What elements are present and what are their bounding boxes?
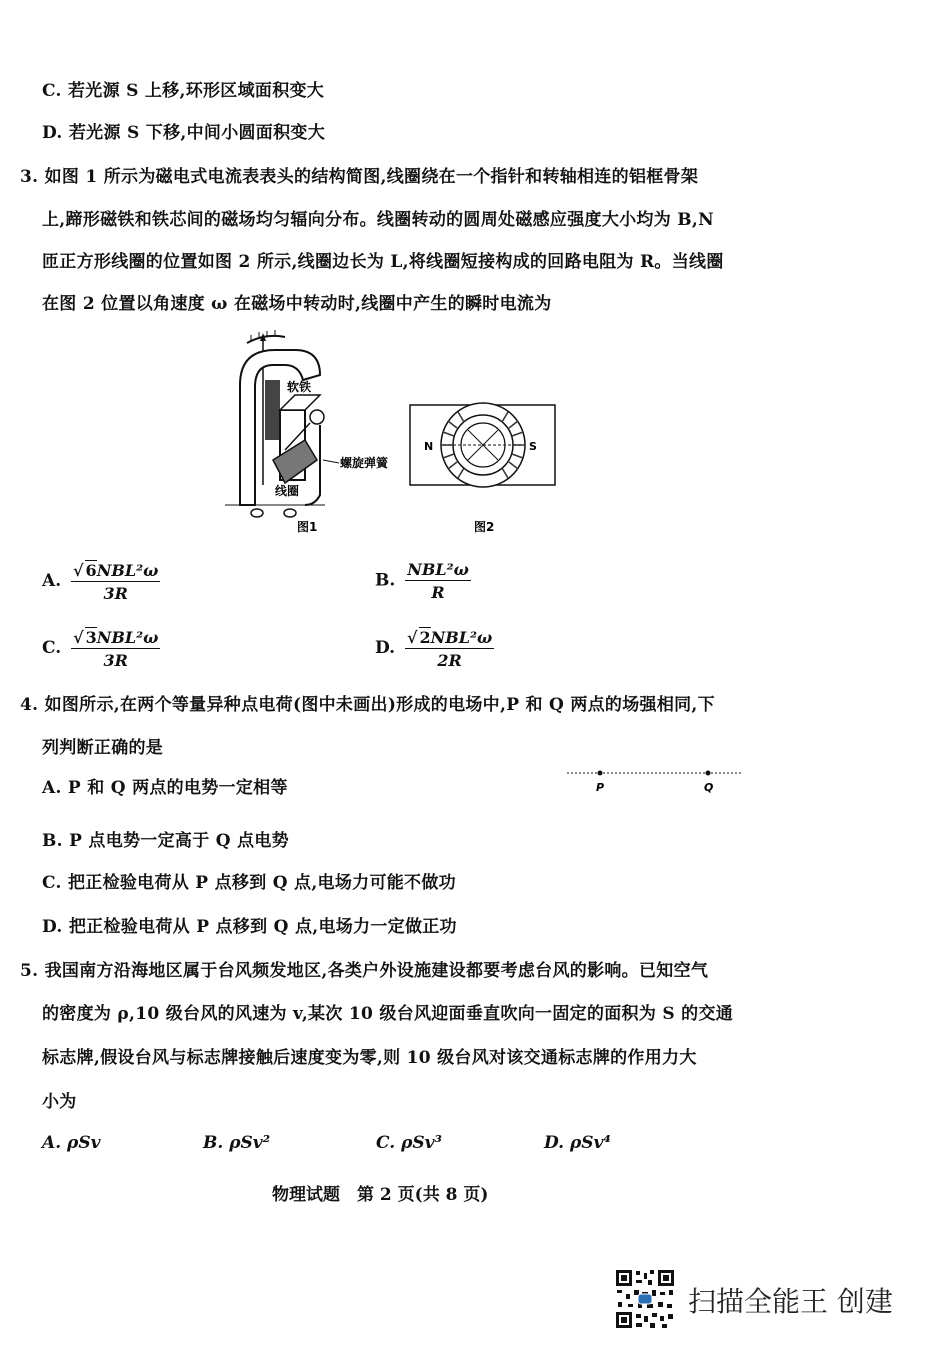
- q3-stem-line-3: 匝正方形线圈的位置如图 2 所示,线圈边长为 L,将线圈短接构成的回路电阻为 R。当线圈: [42, 252, 724, 272]
- page-footer: 物理试题 第 2 页(共 8 页): [272, 1185, 489, 1205]
- figure-2-radial-field: [408, 400, 558, 540]
- q4-option-c: C. 把正检验电荷从 P 点移到 Q 点,电场力可能不做功: [42, 873, 456, 893]
- figure-1-galvanometer: [225, 325, 405, 540]
- south-pole-label: S: [529, 440, 537, 453]
- q2-option-c: C. 若光源 S 上移,环形区域面积变大: [42, 81, 325, 101]
- q5-stem-line-1: 5. 我国南方沿海地区属于台风频发地区,各类户外设施建设都要考虑台风的影响。已知空气: [20, 961, 709, 981]
- q3-option-d: [375, 627, 494, 670]
- q3-option-c-letter: C.: [42, 638, 62, 658]
- q3-option-d-fraction: $\frac{\text{√ 2NBL²ω}}{2R}$: [406, 628, 493, 670]
- q3-option-a-letter: A.: [42, 571, 62, 591]
- q3-option-d-numerator: NBL²ω: [430, 628, 493, 647]
- point-p-marker: [598, 771, 603, 776]
- q5-option-b: B. ρSv²: [203, 1133, 271, 1153]
- spring-label: 螺旋弹簧: [340, 456, 389, 470]
- q3-option-b-letter: B.: [375, 570, 396, 591]
- q3-option-c-fraction: $\frac{\text{√ 3NBL²ω}}{3R}$: [73, 628, 159, 670]
- q3-option-a-sqrt: 6: [85, 561, 97, 580]
- q3-option-d-sqrt: 2: [419, 628, 431, 647]
- q4-stem-line-1: 4. 如图所示,在两个等量异种点电荷(图中未画出)形成的电场中,P 和 Q 两点的场强相同,下: [20, 695, 715, 715]
- q5-stem-line-4: 小为: [42, 1092, 77, 1112]
- q4-option-d: D. 把正检验电荷从 P 点移到 Q 点,电场力一定做正功: [42, 917, 457, 937]
- q5-option-a: A. ρSv: [42, 1133, 101, 1153]
- q3-option-d-denominator: 2R: [437, 651, 462, 670]
- q4-option-b: B. P 点电势一定高于 Q 点电势: [42, 831, 289, 851]
- q3-option-c-numerator: NBL²ω: [96, 628, 159, 647]
- q3-option-d-letter: D.: [375, 638, 396, 658]
- q5-option-d: D. ρSv⁴: [544, 1133, 611, 1153]
- q4-field-line-figure: [565, 765, 745, 797]
- q3-option-a-fraction: $\frac{\text{√ 6NBL²ω}}{3R}$: [73, 561, 159, 603]
- figure-2-caption: 图2: [474, 520, 495, 534]
- q3-option-c-denominator: 3R: [103, 651, 128, 670]
- coil-label: 线圈: [275, 484, 300, 498]
- point-q-label: Q: [704, 781, 714, 794]
- q2-option-d: D. 若光源 S 下移,中间小圆面积变大: [42, 123, 326, 143]
- q3-option-a-denominator: 3R: [103, 584, 128, 603]
- q3-stem-line-4: 在图 2 位置以角速度 ω 在磁场中转动时,线圈中产生的瞬时电流为: [42, 294, 552, 314]
- q3-option-c-sqrt: 3: [85, 628, 97, 647]
- soft-iron-label: 软铁: [287, 380, 312, 394]
- q3-option-b-denominator: R: [431, 583, 445, 602]
- q3-stem-line-2: 上,蹄形磁铁和铁芯间的磁场均匀辐向分布。线圈转动的圆周处磁感应强度大小均为 B,N: [42, 210, 714, 230]
- q5-stem-line-3: 标志牌,假设台风与标志牌接触后速度变为零,则 10 级台风对该交通标志牌的作用力大: [42, 1048, 697, 1068]
- point-p-label: P: [596, 781, 605, 794]
- q3-option-a: [42, 560, 160, 603]
- q4-stem-line-2: 列判断正确的是: [42, 738, 164, 758]
- q3-option-c: [42, 627, 160, 670]
- scanner-watermark: 扫描全能王 创建: [688, 1285, 893, 1318]
- q5-stem-line-2: 的密度为 ρ,10 级台风的风速为 v,某次 10 级台风迎面垂直吹向一固定的面积为 S 的交通: [42, 1004, 734, 1024]
- q3-option-b-numerator: NBL²ω: [407, 560, 469, 579]
- q3-option-b: [375, 560, 471, 602]
- figure-1-caption: 图1: [297, 520, 318, 534]
- north-pole-label: N: [424, 440, 434, 453]
- q5-option-c: C. ρSv³: [376, 1133, 442, 1153]
- q4-option-a: A. P 和 Q 两点的电势一定相等: [42, 778, 288, 798]
- qr-code-icon: [614, 1268, 676, 1330]
- point-q-marker: [706, 771, 711, 776]
- q3-option-a-numerator: NBL²ω: [96, 561, 159, 580]
- q3-stem-line-1: 3. 如图 1 所示为磁电式电流表表头的结构简图,线圈绕在一个指针和转轴相连的铝框骨架: [20, 167, 699, 187]
- q3-option-b-fraction: [405, 560, 471, 602]
